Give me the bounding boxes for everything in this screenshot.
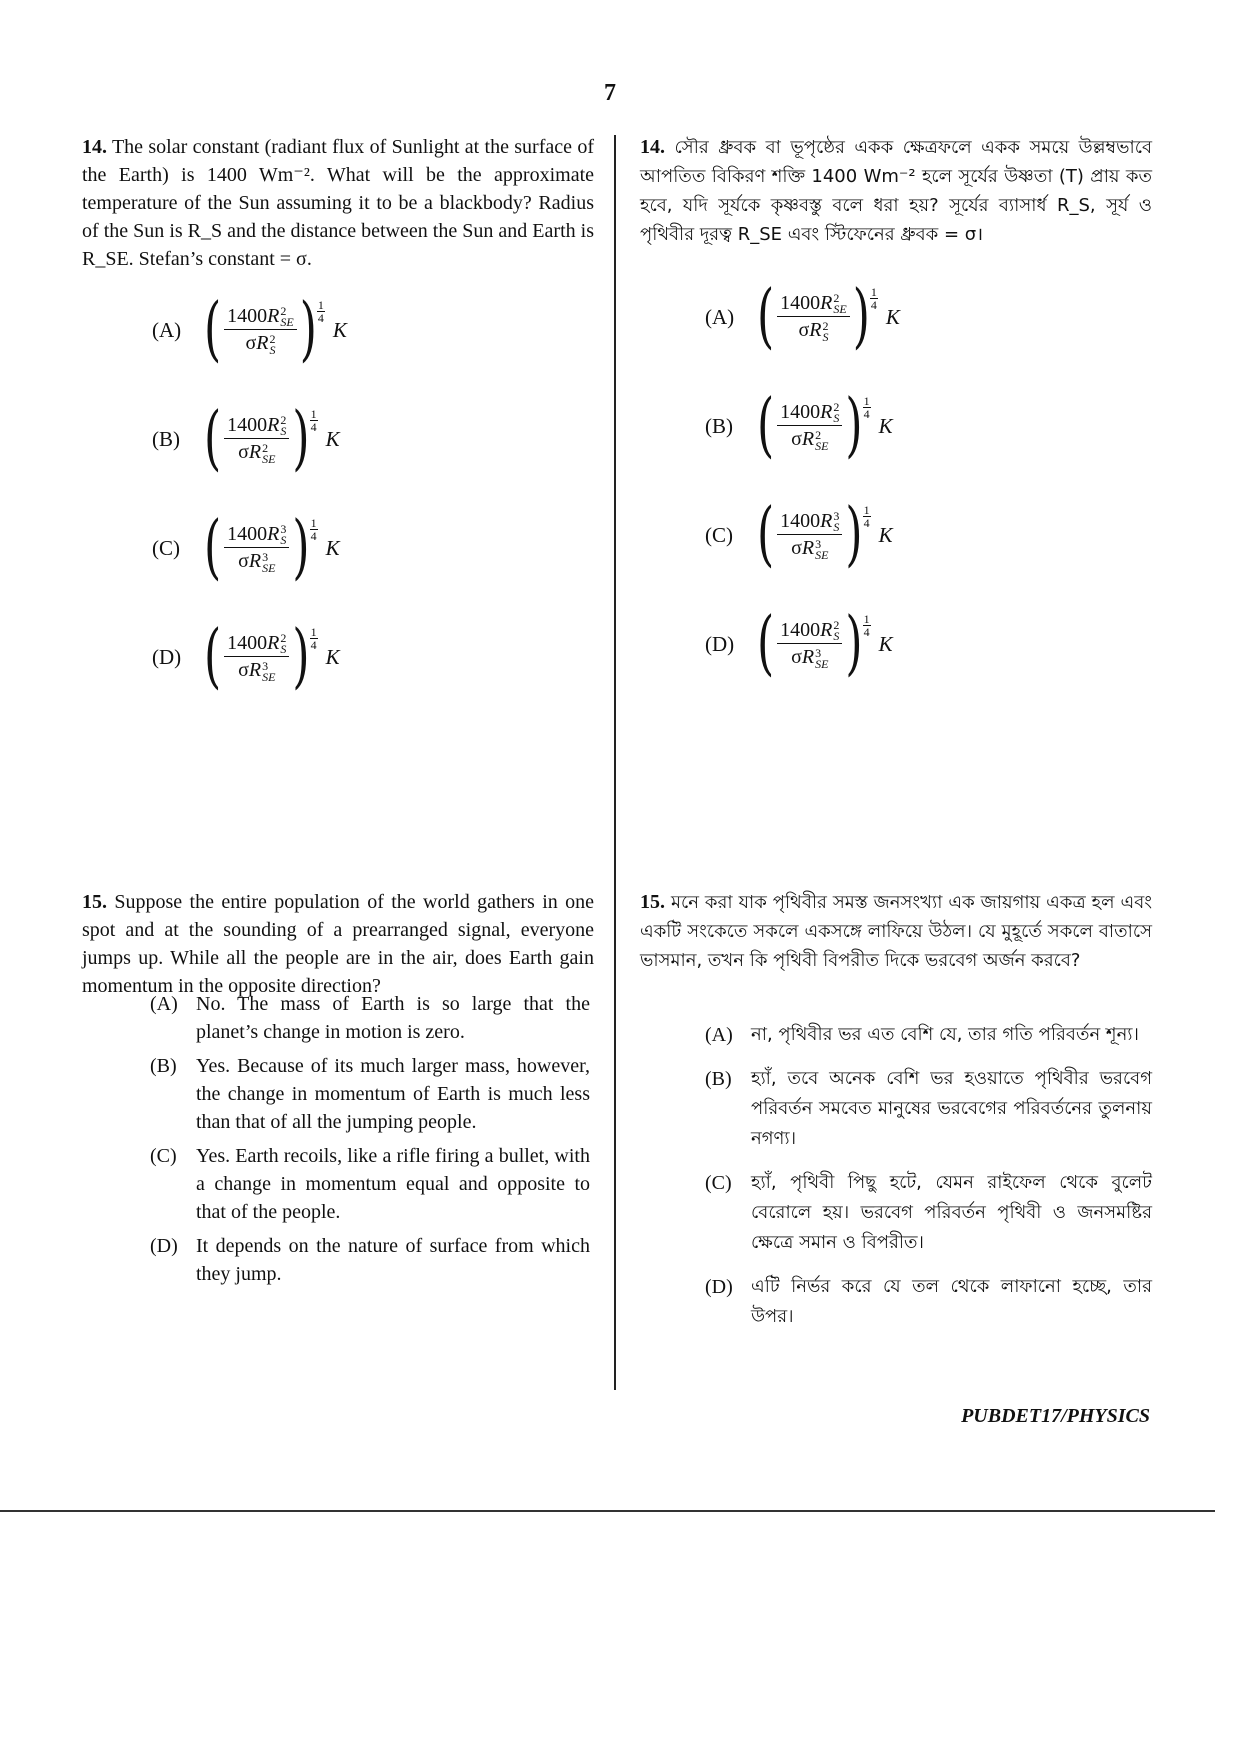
sup-sub <box>262 658 276 684</box>
option-text: না, পৃথিবীর ভর এত বেশি যে, তার গতি পরিবর্তন শূন্য। <box>751 1024 1139 1045</box>
option-label: (C) <box>150 1145 177 1167</box>
coefficient: σ <box>791 537 802 560</box>
sup-sub <box>280 306 293 328</box>
subscript: S <box>280 642 287 657</box>
sup-sub <box>822 318 829 344</box>
superscript: 2 <box>280 631 287 646</box>
exponent-denominator: 4 <box>870 298 877 312</box>
footer-code: PUBDET17/PHYSICS <box>961 1405 1150 1427</box>
subscript: SE <box>833 302 847 317</box>
fraction <box>777 619 842 670</box>
variable: R <box>256 332 269 355</box>
superscript: 2 <box>262 440 269 455</box>
left-paren: ( <box>204 288 222 371</box>
exponent <box>310 626 318 651</box>
question-15-bengali <box>640 888 1152 975</box>
option-formula <box>204 615 340 698</box>
superscript: 2 <box>822 318 829 333</box>
question-body: মনে করা যাক পৃথিবীর সমস্ত জনসংখ্যা এক জায়গায় একত্র হল এবং একটি সংকেতে সকলে একসঙ্গে লাফিয়ে উঠল। যে মুহূর্তে সকলে বাতাসে ভাসমান, তখন কি পৃথিবী বিপরীত দিকে ভরবেগ অর্জন করবে? <box>640 892 1152 971</box>
subscript: S <box>833 411 840 426</box>
option-a[interactable] <box>150 990 590 1046</box>
question-14-english <box>82 133 594 273</box>
option-text: হ্যাঁ, পৃথিবী পিছু হটে, যেমন রাইফেল থেকে বুলেট বেরোলে হয়। ভরবেগ পরিবর্তন পৃথিবী ও জনসমষ্টির ক্ষেত্রে সমান ও বিপরীত। <box>751 1172 1152 1253</box>
option-text: Yes. Because of its much larger mass, however, the change in momentum of Earth is much less than that of all the jumping people. <box>196 1055 590 1133</box>
subscript: S <box>833 520 840 535</box>
exponent-denominator: 4 <box>317 311 324 325</box>
sup-sub <box>815 536 829 562</box>
denominator <box>235 548 278 573</box>
option-formula <box>757 275 900 358</box>
fraction <box>777 510 842 561</box>
right-paren: ) <box>292 615 310 698</box>
right-paren: ) <box>299 288 317 371</box>
option-label: (C) <box>705 522 733 547</box>
exponent-numerator: 1 <box>310 516 317 530</box>
fraction <box>224 523 289 574</box>
superscript: 3 <box>262 549 269 564</box>
numerator <box>224 523 289 548</box>
denominator <box>795 317 831 342</box>
unit: K <box>878 522 893 547</box>
left-paren: ( <box>204 615 222 698</box>
question-body: সৌর ধ্রুবক বা ভূপৃষ্ঠের একক ক্ষেত্রফলে একক সময়ে উল্লম্বভাবে আপতিত বিকিরণ শক্তি 1400 Wm⁻² হলে সূর্যের উষ্ণতা (T) প্রায় কত হবে, যদি সূর্যকে কৃষ্ণবস্তু বলে ধরা হয়? সূর্যের ব্যাসার্ধ R_S, সূর্য ও পৃথিবীর দূরত্ব R_SE এবং স্টিফেনের ধ্রুবক = σ। <box>640 137 1152 245</box>
option-b[interactable] <box>705 384 893 467</box>
right-paren: ) <box>845 384 863 467</box>
option-d[interactable] <box>152 615 340 698</box>
subscript: SE <box>815 547 829 562</box>
page-number: 7 <box>604 80 616 106</box>
bottom-rule <box>0 1510 1215 1512</box>
exponent-denominator: 4 <box>310 638 317 652</box>
exponent-denominator: 4 <box>310 420 317 434</box>
question-14-text <box>82 133 594 273</box>
question-number: 14. <box>82 136 107 158</box>
left-paren: ( <box>757 384 775 467</box>
subscript: SE <box>262 451 276 466</box>
option-label: (B) <box>705 1068 732 1090</box>
superscript: 2 <box>833 400 840 415</box>
question-body: The solar constant (radiant flux of Sunlight at the surface of the Earth) is 1400 Wm⁻². What will be the approximate temperature of the Sun assuming it to be a blackbody? Radius of the Sun is R_S and the distance between the Sun and Earth is R_SE. Stefan’s constant = σ. <box>82 136 594 270</box>
question-15-options-bengali <box>705 1020 1152 1346</box>
coefficient: σ <box>238 550 249 573</box>
variable: R <box>267 305 280 327</box>
coefficient: σ <box>798 319 810 342</box>
sup-sub <box>833 511 839 533</box>
numerator <box>224 305 297 330</box>
option-formula <box>757 493 893 576</box>
option-formula <box>204 288 347 371</box>
option-label: (A) <box>705 1024 733 1046</box>
denominator <box>788 426 831 451</box>
left-paren: ( <box>204 506 222 589</box>
left-paren: ( <box>757 493 775 576</box>
variable: R <box>801 537 815 560</box>
question-14-bengali <box>640 133 1152 249</box>
variable: R <box>801 428 815 451</box>
option-label: (A) <box>150 993 178 1015</box>
option-c[interactable] <box>152 506 340 589</box>
coefficient: 1400 <box>780 619 821 641</box>
variable: R <box>267 632 280 654</box>
option-formula <box>204 506 340 589</box>
option-d[interactable] <box>150 1232 590 1288</box>
question-number: 14. <box>640 136 665 158</box>
denominator <box>788 535 831 560</box>
subscript: SE <box>262 560 276 575</box>
subscript: S <box>822 329 829 344</box>
exponent <box>310 517 318 542</box>
option-text: It depends on the nature of surface from which they jump. <box>196 1235 590 1285</box>
subscript: S <box>833 629 840 644</box>
subscript: SE <box>815 438 829 453</box>
coefficient: 1400 <box>780 292 821 314</box>
exponent <box>863 613 871 638</box>
right-paren: ) <box>292 397 310 480</box>
unit: K <box>332 317 347 342</box>
exponent-numerator: 1 <box>863 612 870 626</box>
fraction <box>224 305 297 356</box>
exponent-numerator: 1 <box>310 625 317 639</box>
option-formula <box>204 397 340 480</box>
variable: R <box>267 523 280 545</box>
option-label: (B) <box>152 426 180 451</box>
option-c[interactable] <box>705 1168 1152 1258</box>
denominator <box>242 330 278 355</box>
unit: K <box>885 304 900 329</box>
superscript: 2 <box>833 618 840 633</box>
option-text: Yes. Earth recoils, like a rifle firing a bullet, with a change in momentum equal and opposite to that of the people. <box>196 1145 590 1223</box>
exponent-denominator: 4 <box>863 516 870 530</box>
right-paren: ) <box>852 275 870 358</box>
exponent <box>317 299 325 324</box>
coefficient: 1400 <box>780 510 821 532</box>
option-label: (D) <box>150 1235 178 1257</box>
sup-sub <box>815 427 829 453</box>
numerator <box>777 292 850 317</box>
numerator <box>777 510 842 535</box>
sup-sub <box>833 620 839 642</box>
coefficient: σ <box>238 659 249 682</box>
superscript: 3 <box>815 645 822 660</box>
exponent-denominator: 4 <box>863 625 870 639</box>
option-text: এটি নির্ভর করে যে তল থেকে লাফানো হচ্ছে, তার উপর। <box>751 1276 1152 1327</box>
unit: K <box>325 535 340 560</box>
coefficient: σ <box>791 428 802 451</box>
variable: R <box>248 441 262 464</box>
variable: R <box>248 550 262 573</box>
coefficient: σ <box>238 441 249 464</box>
left-paren: ( <box>757 602 775 685</box>
option-b[interactable] <box>705 1064 1152 1154</box>
exponent <box>870 286 878 311</box>
question-body: Suppose the entire population of the world gathers in one spot and at the sounding of a prearranged signal, everyone jumps up. While all the people are in the air, does Earth gain momentum in the opposite direction? <box>82 891 595 997</box>
sup-sub <box>833 293 846 315</box>
variable: R <box>820 292 833 314</box>
unit: K <box>325 426 340 451</box>
exponent <box>310 408 318 433</box>
fraction <box>777 292 850 343</box>
superscript: 3 <box>262 658 269 673</box>
option-label: (C) <box>705 1172 732 1194</box>
right-paren: ) <box>845 602 863 685</box>
option-formula <box>757 602 893 685</box>
superscript: 2 <box>269 331 276 346</box>
sup-sub <box>280 415 286 437</box>
left-paren: ( <box>757 275 775 358</box>
exponent-denominator: 4 <box>310 529 317 543</box>
denominator <box>235 439 278 464</box>
exponent-denominator: 4 <box>863 407 870 421</box>
exponent-numerator: 1 <box>310 407 317 421</box>
unit: K <box>878 631 893 656</box>
coefficient: 1400 <box>227 414 268 436</box>
option-d[interactable] <box>705 1272 1152 1332</box>
superscript: 2 <box>280 413 287 428</box>
variable: R <box>248 659 262 682</box>
subscript: SE <box>815 656 829 671</box>
coefficient: 1400 <box>227 305 268 327</box>
option-label: (D) <box>705 631 735 656</box>
subscript: S <box>280 533 287 548</box>
coefficient: 1400 <box>227 632 268 654</box>
left-paren: ( <box>204 397 222 480</box>
sup-sub <box>262 549 276 575</box>
superscript: 2 <box>815 427 822 442</box>
option-formula <box>757 384 893 467</box>
variable: R <box>820 510 833 532</box>
unit: K <box>325 644 340 669</box>
subscript: SE <box>262 669 276 684</box>
superscript: 2 <box>833 291 840 306</box>
fraction <box>224 414 289 465</box>
question-15-text-bn <box>640 888 1152 975</box>
option-label: (B) <box>705 413 733 438</box>
right-paren: ) <box>845 493 863 576</box>
superscript: 3 <box>280 522 287 537</box>
column-divider <box>614 135 616 1390</box>
question-number: 15. <box>82 891 107 913</box>
sup-sub <box>269 331 276 357</box>
superscript: 3 <box>815 536 822 551</box>
fraction <box>777 401 842 452</box>
sup-sub <box>815 645 829 671</box>
sup-sub <box>280 524 286 546</box>
option-label: (A) <box>152 317 182 342</box>
variable: R <box>809 319 822 342</box>
option-text: No. The mass of Earth is so large that the planet’s change in motion is zero. <box>196 993 590 1043</box>
denominator <box>788 644 831 669</box>
sup-sub <box>280 633 286 655</box>
numerator <box>777 619 842 644</box>
numerator <box>224 414 289 439</box>
right-paren: ) <box>292 506 310 589</box>
sup-sub <box>262 440 276 466</box>
sup-sub <box>833 402 839 424</box>
question-15-options-english <box>150 990 590 1294</box>
exponent-numerator: 1 <box>317 298 324 312</box>
coefficient: 1400 <box>227 523 268 545</box>
exponent-numerator: 1 <box>870 285 877 299</box>
option-a[interactable] <box>705 1020 1152 1050</box>
variable: R <box>820 401 833 423</box>
exponent-numerator: 1 <box>863 503 870 517</box>
option-text: হ্যাঁ, তবে অনেক বেশি ভর হওয়াতে পৃথিবীর ভরবেগ পরিবর্তন সমবেত মানুষের ভরবেগের পরিবর্তনের তুলনায় নগণ্য। <box>751 1068 1152 1149</box>
option-c[interactable] <box>150 1142 590 1226</box>
option-b[interactable] <box>150 1052 590 1136</box>
variable: R <box>801 646 815 669</box>
superscript: 2 <box>280 304 287 319</box>
variable: R <box>267 414 280 436</box>
denominator <box>235 657 278 682</box>
subscript: S <box>269 342 276 357</box>
option-a[interactable] <box>152 288 347 371</box>
exponent-numerator: 1 <box>863 394 870 408</box>
option-b[interactable] <box>152 397 340 480</box>
numerator <box>777 401 842 426</box>
subscript: S <box>280 424 287 439</box>
option-d[interactable] <box>705 602 893 685</box>
superscript: 3 <box>833 509 840 524</box>
question-14-text-bn <box>640 133 1152 249</box>
option-a[interactable] <box>705 275 900 358</box>
option-label: (C) <box>152 535 180 560</box>
option-label: (D) <box>705 1276 733 1298</box>
numerator <box>224 632 289 657</box>
subscript: SE <box>280 315 294 330</box>
unit: K <box>878 413 893 438</box>
variable: R <box>820 619 833 641</box>
option-c[interactable] <box>705 493 893 576</box>
coefficient: 1400 <box>780 401 821 423</box>
question-15-english <box>82 888 594 1000</box>
exponent <box>863 395 871 420</box>
option-label: (B) <box>150 1055 177 1077</box>
coefficient: σ <box>791 646 802 669</box>
exponent <box>863 504 871 529</box>
question-15-text <box>82 888 594 1000</box>
option-label: (D) <box>152 644 182 669</box>
option-label: (A) <box>705 304 735 329</box>
question-number: 15. <box>640 891 665 913</box>
coefficient: σ <box>245 332 257 355</box>
fraction <box>224 632 289 683</box>
